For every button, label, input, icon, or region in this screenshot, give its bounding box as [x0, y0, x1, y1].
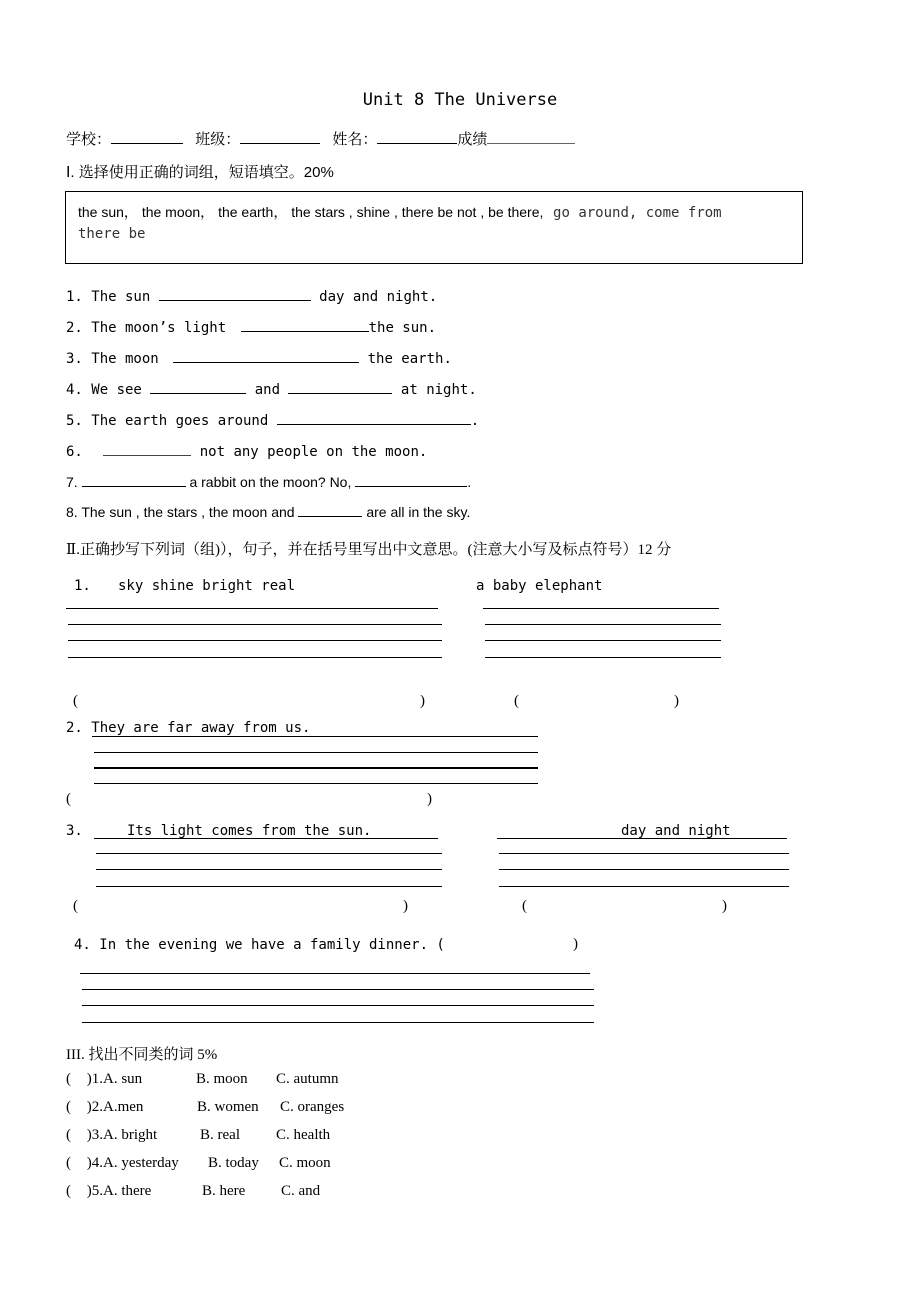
copy-q3-phrase: day and night	[621, 823, 731, 839]
writing-line[interactable]	[499, 853, 789, 854]
fill-item-2: 2. The moon’s light the sun.	[66, 317, 436, 336]
copy-q3-sentence: Its light comes from the sun.	[127, 823, 372, 839]
odd-one-out-item-2: ( )2.A.men B. women C. oranges	[66, 1099, 345, 1115]
name-label: 姓名：	[332, 131, 378, 148]
fill-item-1: 1. The sun day and night.	[66, 286, 437, 305]
answer-slot[interactable]: )2.	[86, 1099, 103, 1115]
word-bank-line1	[78, 202, 722, 222]
writing-line[interactable]	[94, 752, 538, 753]
writing-line[interactable]	[94, 767, 538, 769]
copy-q2-sentence: 2. They are far away from us.	[66, 720, 311, 736]
writing-line[interactable]	[96, 886, 442, 887]
writing-line[interactable]	[96, 869, 442, 870]
word-bank-phrases: the sun， the moon， the earth， the stars , shine , there be not , be there,	[78, 204, 544, 220]
writing-line[interactable]	[499, 886, 789, 887]
writing-line[interactable]	[96, 853, 442, 854]
fill-item-6: 6. not any people on the moon.	[66, 441, 427, 460]
name-blank[interactable]	[377, 129, 457, 144]
meaning-close-paren: )	[573, 936, 578, 952]
score-blank[interactable]	[487, 129, 575, 144]
meaning-close-paren: )	[722, 898, 727, 914]
writing-line[interactable]	[82, 1022, 594, 1023]
answer-blank[interactable]	[298, 502, 362, 517]
student-info-row	[66, 128, 575, 149]
writing-line[interactable]	[68, 640, 442, 641]
copy-q4-sentence: 4. In the evening we have a family dinner. (	[74, 937, 445, 953]
word-bank-phrases-tail: go around, come from	[553, 205, 722, 221]
meaning-open-paren: (	[73, 693, 78, 709]
meaning-close-paren: )	[403, 898, 408, 914]
writing-line[interactable]	[94, 838, 438, 839]
answer-blank[interactable]	[159, 286, 311, 301]
writing-line[interactable]	[499, 869, 789, 870]
writing-line[interactable]	[68, 624, 442, 625]
answer-slot[interactable]: )5.	[86, 1183, 103, 1199]
fill-item-3: 3. The moon the earth.	[66, 348, 452, 367]
fill-item-4: 4. We see and at night.	[66, 379, 477, 398]
answer-slot[interactable]: )1.	[86, 1071, 103, 1087]
writing-line[interactable]	[483, 608, 719, 609]
school-blank[interactable]	[111, 129, 183, 144]
answer-blank[interactable]	[82, 472, 186, 487]
meaning-open-paren: (	[73, 898, 78, 914]
answer-blank[interactable]	[241, 317, 369, 332]
odd-one-out-item-1: ( )1.A. sun B. moon C. autumn	[66, 1071, 339, 1087]
meaning-open-paren: (	[66, 791, 71, 807]
answer-slot[interactable]: )4.	[86, 1155, 103, 1171]
section3-heading: III. 找出不同类的词 5%	[66, 1047, 218, 1063]
fill-item-8: 8. The sun , the stars , the moon and are all in the sky.	[66, 504, 471, 520]
answer-slot[interactable]: )3.	[86, 1127, 103, 1143]
section1-heading: Ⅰ. 选择使用正确的词组，短语填空。20%	[66, 164, 334, 181]
copy-q1-number: 1.	[74, 578, 91, 594]
odd-one-out-item-5: ( )5.A. there B. here C. and	[66, 1183, 321, 1199]
answer-blank[interactable]	[288, 379, 392, 394]
page-title: Unit 8 The Universe	[362, 90, 558, 110]
writing-line[interactable]	[66, 608, 438, 609]
answer-blank[interactable]	[355, 472, 467, 487]
writing-line[interactable]	[92, 736, 538, 737]
meaning-open-paren: (	[522, 898, 527, 914]
writing-line[interactable]	[485, 640, 721, 641]
copy-q1-words: sky shine bright real	[118, 578, 296, 594]
writing-line[interactable]	[82, 1005, 594, 1006]
fill-item-5: 5. The earth goes around .	[66, 410, 479, 429]
writing-line[interactable]	[485, 657, 721, 658]
writing-line[interactable]	[68, 657, 442, 658]
writing-line[interactable]	[497, 838, 787, 839]
writing-line[interactable]	[82, 989, 594, 990]
answer-blank[interactable]	[150, 379, 246, 394]
odd-one-out-item-3: ( )3.A. bright B. real C. health	[66, 1127, 331, 1143]
class-label: 班级：	[195, 131, 241, 148]
copy-q3-number: 3.	[66, 823, 83, 839]
odd-one-out-item-4: ( )4.A. yesterday B. today C. moon	[66, 1155, 331, 1171]
meaning-close-paren: )	[420, 693, 425, 709]
meaning-close-paren: )	[427, 791, 432, 807]
score-label: 成绩	[457, 131, 488, 148]
section2-heading: Ⅱ.正确抄写下列词（组)），句子，并在括号里写出中文意思。(注意大小写及标点符号）12 分	[66, 542, 672, 558]
answer-blank[interactable]	[103, 441, 191, 456]
meaning-open-paren: (	[514, 693, 519, 709]
writing-line[interactable]	[485, 624, 721, 625]
copy-q1-phrase: a baby elephant	[476, 578, 603, 594]
answer-blank[interactable]	[173, 348, 359, 363]
school-label: 学校：	[66, 131, 112, 148]
meaning-close-paren: )	[674, 693, 679, 709]
answer-blank[interactable]	[277, 410, 471, 425]
class-blank[interactable]	[240, 129, 320, 144]
writing-line[interactable]	[80, 973, 590, 974]
fill-item-7: 7. a rabbit on the moon? No, .	[66, 474, 472, 490]
word-bank-line2: there be	[78, 226, 146, 242]
writing-line[interactable]	[94, 783, 538, 784]
